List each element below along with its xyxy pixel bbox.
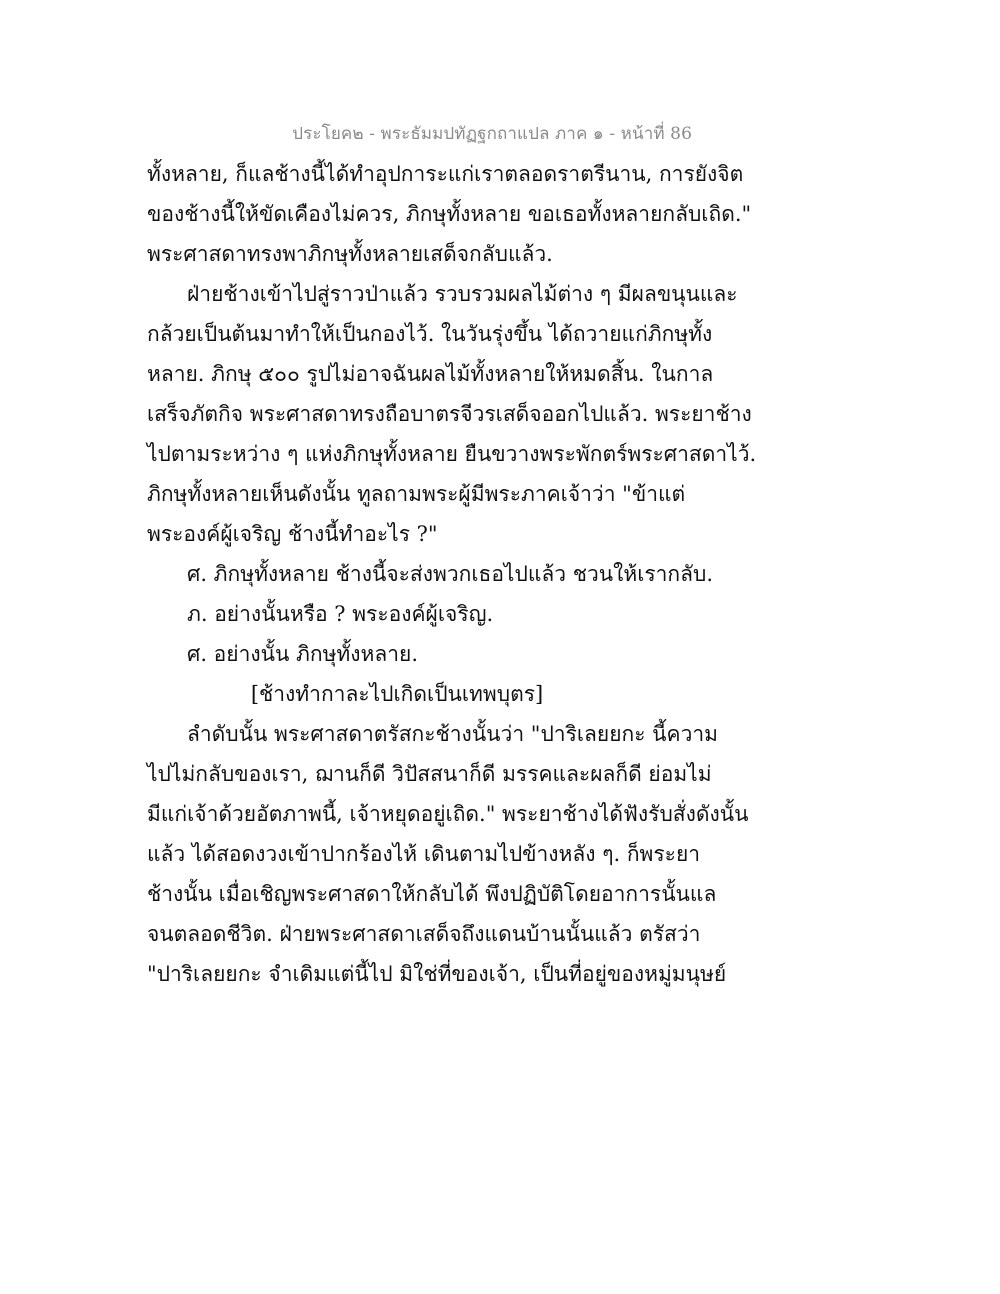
dialogue-line: ศ. อย่างนั้น ภิกษุทั้งหลาย. [187, 642, 419, 666]
text-line: ทั้งหลาย, ก็แลช้างนี้ได้ทำอุปการะแก่เราตลอดราตรีนาน, การยังจิต [147, 162, 744, 186]
running-header: ประโยค๒ - พระธัมมปทัฏฐกถาแปล ภาค ๑ - หน้าที่ 86 [292, 124, 692, 144]
section-heading: [ช้างทำกาละไปเกิดเป็นเทพบุตร] [250, 682, 544, 706]
text-line: เสร็จภัตกิจ พระศาสดาทรงถือบาตรจีวรเสด็จออกไปแล้ว. พระยาช้าง [147, 402, 752, 426]
text-line: มีแก่เจ้าด้วยอัตภาพนี้, เจ้าหยุดอยู่เถิด." พระยาช้างได้ฟังรับสั่งดังนั้น [147, 802, 749, 826]
dialogue-line: ภ. อย่างนั้นหรือ ? พระองค์ผู้เจริญ. [187, 602, 494, 626]
text-line: ไปไม่กลับของเรา, ฌานก็ดี วิปัสสนาก็ดี มรรคและผลก็ดี ย่อมไม่ [147, 762, 712, 786]
text-line: หลาย. ภิกษุ ๕๐๐ รูปไม่อาจฉันผลไม้ทั้งหลายให้หมดสิ้น. ในกาล [147, 362, 714, 386]
text-line: ฝ่ายช้างเข้าไปสู่ราวป่าแล้ว รวบรวมผลไม้ต่าง ๆ มีผลขนุนและ [187, 282, 738, 306]
text-line: กล้วยเป็นต้นมาทำให้เป็นกองไว้. ในวันรุ่งขึ้น ได้ถวายแก่ภิกษุทั้ง [147, 322, 713, 346]
text-line: แล้ว ได้สอดงวงเข้าปากร้องไห้ เดินตามไปข้างหลัง ๆ. ก็พระยา [147, 842, 701, 866]
text-line: ภิกษุทั้งหลายเห็นดังนั้น ทูลถามพระผู้มีพระภาคเจ้าว่า "ข้าแต่ [147, 482, 686, 506]
text-line: "ปาริเลยยกะ จำเดิมแต่นี้ไป มิใช่ที่ของเจ้า, เป็นที่อยู่ของหมู่มนุษย์ [147, 962, 727, 986]
text-line: พระศาสดาทรงพาภิกษุทั้งหลายเสด็จกลับแล้ว. [147, 242, 553, 266]
body-text [147, 154, 757, 994]
text-line: ช้างนั้น เมื่อเชิญพระศาสดาให้กลับได้ พึงปฏิบัติโดยอาการนั้นแล [147, 882, 717, 906]
dialogue-line: ศ. ภิกษุทั้งหลาย ช้างนี้จะส่งพวกเธอไปแล้ว ชวนให้เรากลับ. [187, 562, 714, 586]
text-line: พระองค์ผู้เจริญ ช้างนี้ทำอะไร ?" [147, 522, 438, 546]
text-line: ลำดับนั้น พระศาสดาตรัสกะช้างนั้นว่า "ปาริเลยยกะ นี้ความ [187, 722, 718, 746]
text-line: จนตลอดชีวิต. ฝ่ายพระศาสดาเสด็จถึงแดนบ้านนั้นแล้ว ตรัสว่า [147, 922, 701, 946]
text-line: ของช้างนี้ให้ขัดเคืองไม่ควร, ภิกษุทั้งหลาย ขอเธอทั้งหลายกลับเถิด." [147, 202, 752, 226]
text-line: ไปตามระหว่าง ๆ แห่งภิกษุทั้งหลาย ยืนขวางพระพักตร์พระศาสดาไว้. [147, 442, 757, 466]
